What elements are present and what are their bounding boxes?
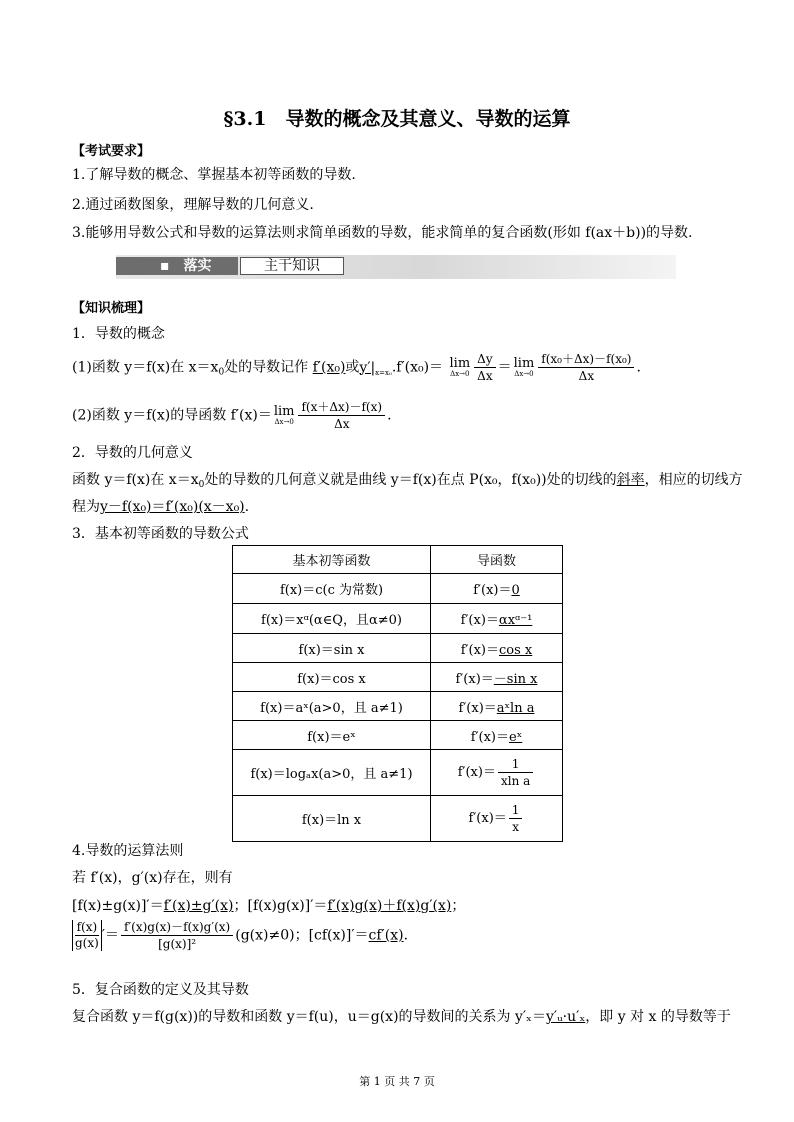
table-cell-derivative: f′(x)＝ $\frac{1}{x}$ — [431, 796, 563, 842]
def-or: 或 — [345, 359, 360, 376]
knowledge-tag: 【知识梳理】 — [72, 301, 151, 316]
section-2-heading: 2．导数的几何意义 — [72, 445, 193, 461]
table-row — [233, 692, 563, 721]
table-row — [233, 663, 563, 692]
answer-slope: 斜率 — [616, 472, 645, 488]
table-header: 导函数 — [431, 546, 563, 574]
rules-line-1: [f(x)±g(x)]′＝f′(x)±g′(x)；[f(x)g(x)]′＝f′(x)g(x)＋f(x)g′(x)； — [72, 898, 466, 914]
def-text-b: 处的导数记作 — [224, 359, 309, 376]
limit-symbol: lim Δx→0 — [449, 356, 471, 378]
limit-symbol-3: lim Δx→0 — [273, 404, 295, 426]
exam-requirement-3: 3.能够用导数公式和导数的运算法则求简单函数的导数，能求简单的复合函数(形如 f(ax＋b))的导数. — [72, 225, 693, 241]
derivative-definition-line: (1)函数 y＝f(x)在 $x=x_0$处的导数记作 f′(x₀)或$y'|_{x=x_0}.f'(x_0)= \lim$ Δx→0 $\frac{\Delta y}{\Delta x}$ ＝ lim Δx→0 $\frac{\text{f(x₀＋Δx)－f(x₀)}}{\Delta x}$ . — [72, 352, 641, 383]
answer-tangent-line: y－f(x₀)＝f′(x₀)(x－x₀) — [100, 499, 245, 515]
composite-function-line: 复合函数 y＝f(g(x))的导数和函数 y＝f(u)，u＝g(x)的导数间的关系为 y′ₓ＝y′ᵤ·u′ₓ，即 y 对 x 的导数等于 — [72, 1009, 731, 1025]
quotient-bracket: $\frac{f(x)}{g(x)}$ — [72, 920, 102, 951]
exam-requirement-2: 2.通过函数图象，理解导数的几何意义. — [72, 197, 314, 213]
table-cell-derivative: f′(x)＝0 — [431, 574, 563, 604]
derivative-function-line: (2)函数 y＝f(x)的导函数 f′(x)＝ lim Δx→0 $\frac{f(x+\Delta x)-f(x)}{\Delta x}$ . — [72, 400, 392, 431]
table-cell-function: f(x)＝ln x — [233, 796, 431, 842]
table-cell-derivative: f′(x)＝eˣ — [431, 721, 563, 750]
page-title: §3.1 导数的概念及其意义、导数的运算 — [223, 108, 571, 130]
table-cell-derivative: f′(x)＝αxᵅ⁻¹ — [431, 604, 563, 634]
limit-symbol-2: lim Δx→0 — [513, 356, 535, 378]
table-cell-function: f(x)＝xᵅ(α∈Q，且α≠0) — [233, 604, 431, 634]
answer-sum-rule: f′(x)±g′(x) — [163, 898, 234, 914]
geometric-meaning-line-1: 函数 y＝f(x)在 $x=x_0$处的导数的几何意义就是曲线 y＝f(x)在点 P(x₀，f(x₀))处的切线的斜率，相应的切线方 — [72, 472, 743, 490]
answer-quotient-rule: $\frac{f'(x)g(x)-f(x)g'(x)}{\text{[g(x)]²}}$ — [121, 920, 233, 951]
fraction-derivative-function: $\frac{f(x+\Delta x)-f(x)}{\Delta x}$ — [298, 400, 385, 431]
fraction-dy-dx: $\frac{\Delta y}{\Delta x}$ — [474, 352, 495, 383]
table-cell-function: f(x)＝sin x — [233, 634, 431, 663]
section-3-heading: 3．基本初等函数的导数公式 — [72, 526, 249, 542]
answer-product-rule: f′(x)g(x)＋f(x)g′(x) — [327, 898, 452, 914]
answer-chain-rule: y′ᵤ·u′ₓ — [546, 1009, 586, 1025]
table-cell-derivative: f′(x)＝ $\frac{1}{\text{xln a}}$ — [431, 750, 563, 796]
geometric-meaning-line-2: 程为y－f(x₀)＝f′(x₀)(x－x₀). — [72, 499, 250, 515]
rules-intro: 若 f′(x)，g′(x)存在，则有 — [72, 870, 233, 886]
exam-requirement-1: 1.了解导数的概念、掌握基本初等函数的导数. — [72, 167, 356, 183]
table-cell-function: f(x)＝eˣ — [233, 721, 431, 750]
page-footer: 第 1 页 共 7 页 — [359, 1075, 435, 1088]
table-row — [233, 796, 563, 842]
banner-left-text: ▪ 落实 — [160, 258, 212, 274]
table-row — [233, 604, 563, 634]
table-cell-function: f(x)＝c(c 为常数) — [233, 574, 431, 604]
section-1-heading: 1．导数的概念 — [72, 326, 165, 342]
table-cell-function: f(x)＝logₐx(a>0，且 a≠1) — [233, 750, 431, 796]
table-row — [233, 634, 563, 663]
banner-label-left — [116, 257, 238, 275]
table-row — [233, 721, 563, 750]
exam-requirements-tag: 【考试要求】 — [72, 144, 151, 159]
def-answer-1: f′(x₀) — [312, 359, 346, 376]
section-5-heading: 5．复合函数的定义及其导数 — [72, 982, 249, 998]
table-row — [233, 574, 563, 604]
table-cell-function: f(x)＝aˣ(a>0，且 a≠1) — [233, 692, 431, 721]
table-cell-derivative: f′(x)＝aˣln a — [431, 692, 563, 721]
def-text-c: .f′(x₀)＝ — [391, 359, 444, 376]
def-answer-2: $y'|_{x=x_0}$ — [359, 359, 392, 377]
table-cell-function: f(x)＝cos x — [233, 663, 431, 692]
rules-line-2: $\frac{f(x)}{g(x)}$ ′＝ $\frac{f'(x)g(x)-f(x)g'(x)}{\text{[g(x)]²}}$ (g(x)≠0)；[cf(x)]′＝cf′(x). — [72, 920, 408, 951]
derivative-formula-table — [232, 545, 563, 842]
table-cell-derivative: f′(x)＝－sin x — [431, 663, 563, 692]
table-header-row — [233, 546, 563, 574]
table-row — [233, 750, 563, 796]
table-header: 基本初等函数 — [233, 546, 431, 574]
table-cell-derivative: f′(x)＝cos x — [431, 634, 563, 663]
def-text-a: (1)函数 y＝f(x)在 x＝x — [72, 359, 219, 376]
answer-constant-rule: cf′(x) — [368, 927, 404, 944]
section-4-heading: 4.导数的运算法则 — [72, 843, 184, 859]
banner-label-right: 主干知识 — [240, 257, 344, 275]
fraction-difference-quotient: $\frac{\text{f(x₀＋Δx)－f(x₀)}}{\Delta x}$ — [538, 352, 634, 383]
